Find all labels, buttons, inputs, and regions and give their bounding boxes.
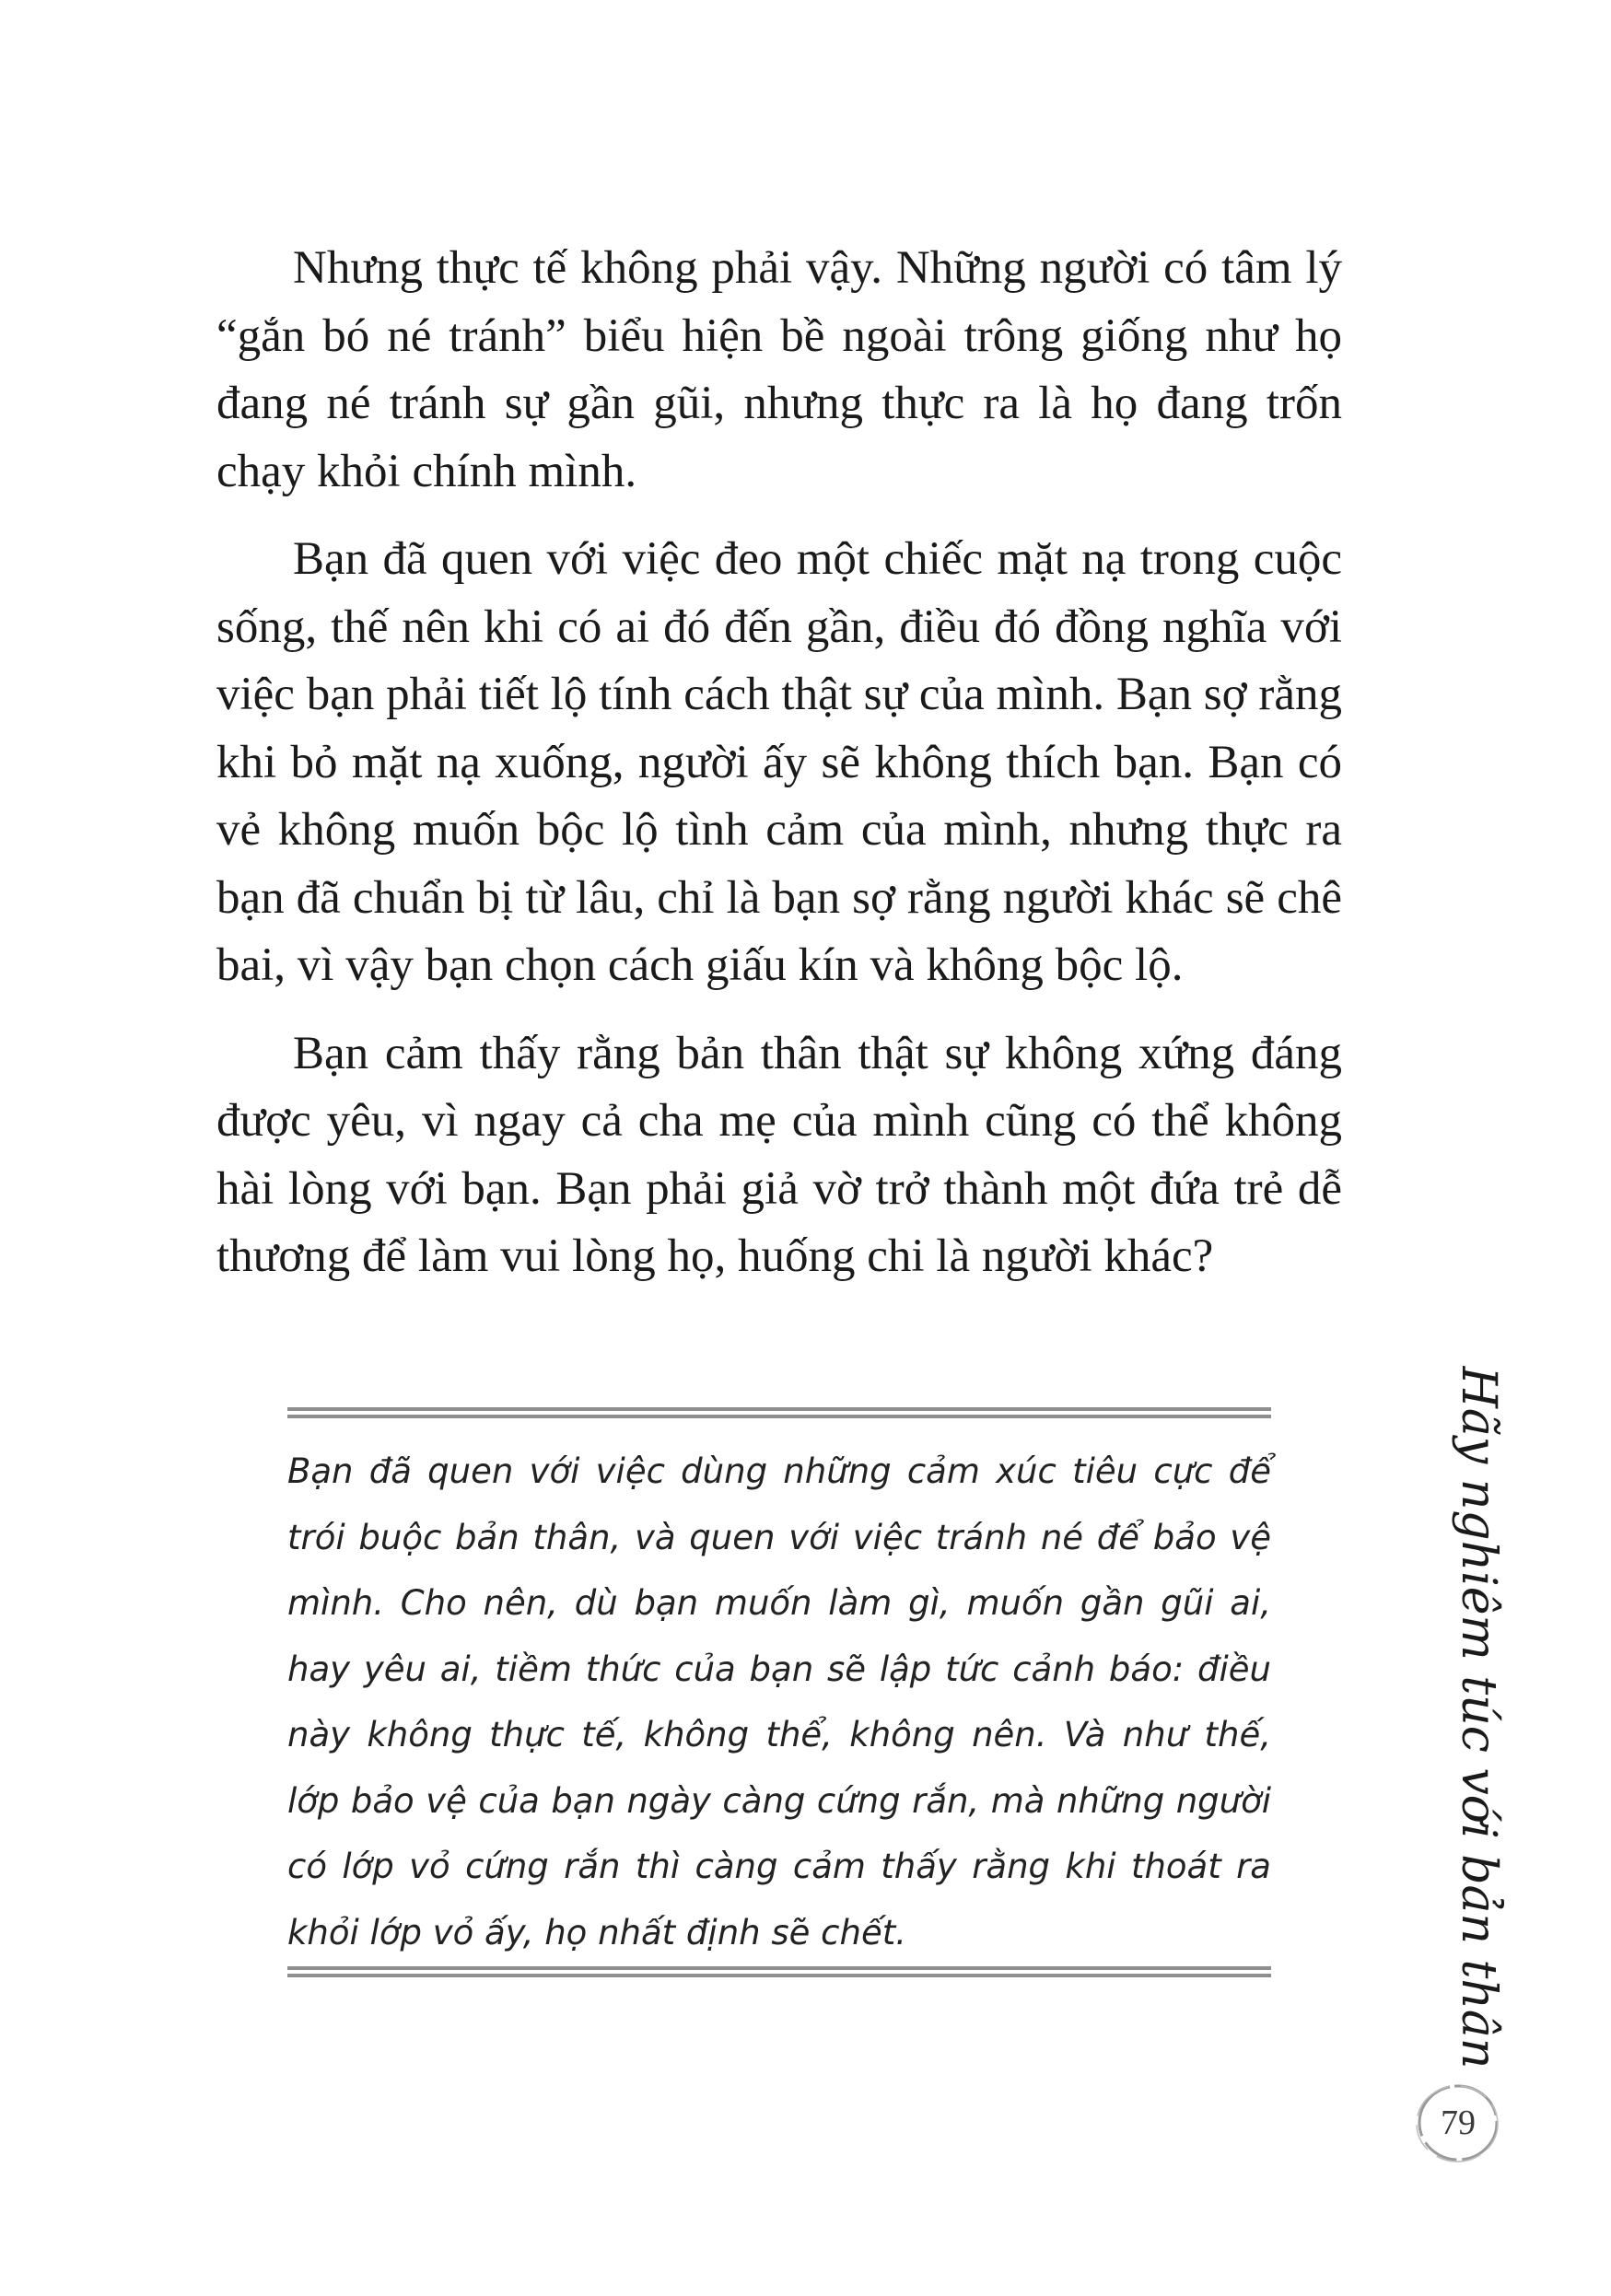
- quote-bottom-rule: [287, 1966, 1271, 1977]
- page-number: 79: [1441, 2104, 1476, 2142]
- running-title-text: Hãy nghiêm túc với bản thân: [1451, 1366, 1506, 2069]
- paragraph-1: Nhưng thực tế không phải vậy. Những người có tâm lý “gắn bó né tránh” biểu hiện bề ngoài trông giống như họ đang né tránh sự gần gũi, nhưng thực ra là họ đang trốn chạy khỏi chính mình.: [216, 242, 1342, 497]
- quote-top-rule: [287, 1407, 1271, 1418]
- running-title: [1444, 1366, 1512, 2069]
- page-number-badge: [1407, 2077, 1510, 2169]
- paragraph-3: Bạn cảm thấy rằng bản thân thật sự không xứng đáng được yêu, vì ngay cả cha mẹ của mình cũng có thể không hài lòng với bạn. Bạn phải giả vờ trở thành một đứa trẻ dễ thương để làm vui lòng họ, huống chi là người khác?: [216, 1027, 1342, 1282]
- body-text: [216, 235, 1342, 1311]
- pull-quote: Bạn đã quen với việc dùng những cảm xúc tiêu cực để trói buộc bản thân, và quen với việc tránh né để bảo vệ mình. Cho nên, dù bạn muốn làm gì, muốn gần gũi ai, hay yêu ai, tiềm thức của bạn sẽ lập tức cảnh báo: điều này không thực tế, không thể, không nên. Và như thế, lớp bảo vệ của bạn ngày càng cứng rắn, mà những người có lớp vỏ cứng rắn thì càng cảm thấy rằng khi thoát ra khỏi lớp vỏ ấy, họ nhất định sẽ chết.: [287, 1451, 1271, 1952]
- paragraph-2: Bạn đã quen với việc đeo một chiếc mặt nạ trong cuộc sống, thế nên khi có ai đó đến gần, điều đó đồng nghĩa với việc bạn phải tiết lộ tính cách thật sự của mình. Bạn sợ rằng khi bỏ mặt nạ xuống, người ấy sẽ không thích bạn. Bạn có vẻ không muốn bộc lộ tình cảm của mình, nhưng thực ra bạn đã chuẩn bị từ lâu, chỉ là bạn sợ rằng người khác sẽ chê bai, vì vậy bạn chọn cách giấu kín và không bộc lộ.: [216, 533, 1342, 991]
